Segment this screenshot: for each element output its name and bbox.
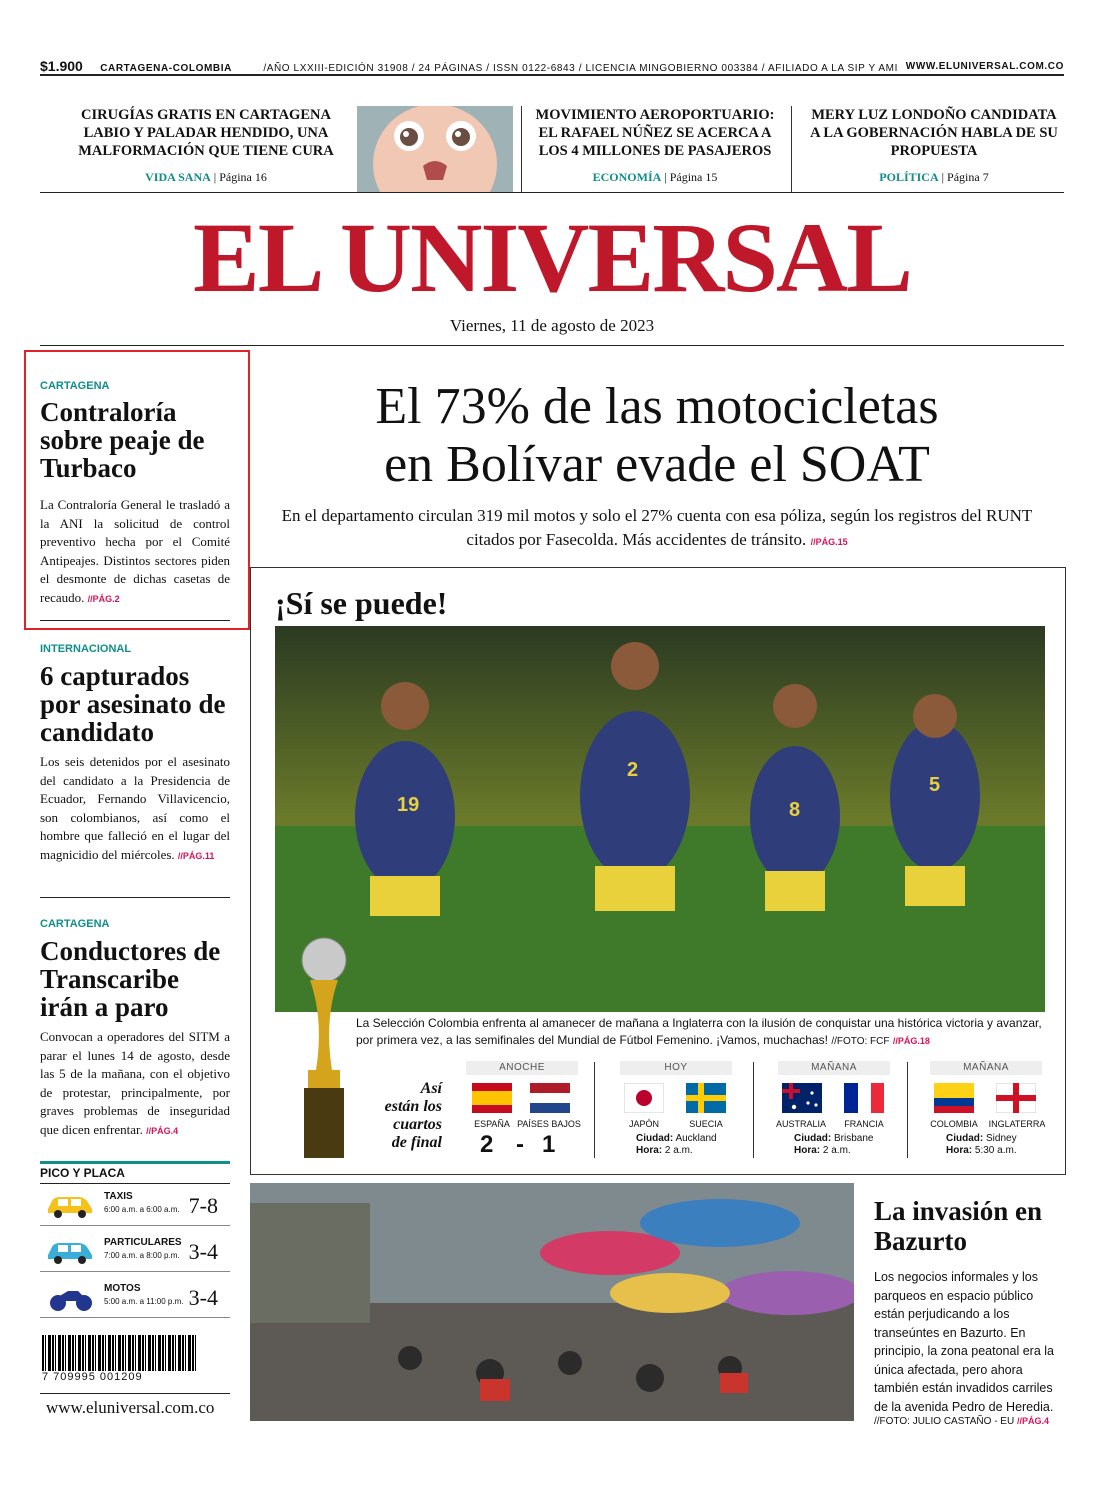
newspaper-logo[interactable]: EL UNIVERSAL: [193, 202, 911, 313]
teaser-page: Página 7: [947, 170, 989, 184]
match-when: ANOCHE: [466, 1061, 578, 1075]
match-city: Brisbane: [834, 1133, 874, 1144]
team-name: AUSTRALIA: [775, 1119, 826, 1129]
team-name: FRANCIA: [844, 1119, 884, 1129]
page-ref: //PÁG.15: [810, 537, 848, 547]
japan-flag-icon: [624, 1083, 664, 1113]
pico-placa-digits: 3-4: [188, 1239, 218, 1264]
pico-placa-row-particulares: [40, 1231, 230, 1272]
lead-headline[interactable]: [250, 378, 1064, 494]
match-spain-netherlands: [466, 1061, 581, 1158]
website-link[interactable]: WWW.ELUNIVERSAL.COM.CO: [905, 61, 1064, 72]
france-flag-icon: [844, 1083, 884, 1113]
teaser-page: Página 15: [669, 170, 718, 184]
dateline: Viernes, 11 de agosto de 2023: [449, 316, 655, 335]
jersey-number: 19: [397, 794, 420, 816]
page-ref: //PÁG.11: [177, 850, 215, 861]
barcode-number: 7 709995 001209: [42, 1371, 143, 1383]
photo-credit: //FOTO: FCF: [831, 1036, 890, 1047]
top-rule: [40, 74, 1064, 76]
jersey-number: 8: [789, 799, 801, 821]
quarterfinals-intro: [360, 1080, 442, 1152]
edition-info: /AÑO LXXIII-EDICIÓN 31908 / 24 PÁGINAS / ISSN 0122-6843 / LICENCIA MINGOBIERNO 003384 / AFILIADO A LA SIP Y AMI: [263, 63, 898, 74]
netherlands-flag-icon: [530, 1083, 570, 1113]
score-dash: -: [516, 1131, 524, 1158]
sweden-flag-icon: [686, 1083, 726, 1113]
hour-label: Hora:: [946, 1145, 973, 1156]
match-city: Sidney: [986, 1133, 1017, 1144]
match-japan-sweden: [620, 1061, 732, 1156]
pico-placa-top-rule: [40, 1161, 230, 1164]
story-headline: La invasión en Bazurto: [874, 1196, 1043, 1256]
teaser-economia[interactable]: MOVIMIENTO AEROPORTUARIO: EL RAFAEL NÚÑEZ SE ACERCA A LOS 4 MILLONES DE PASAJEROS ECONOMÍA | Página 15: [530, 106, 780, 186]
match-meta: [636, 1133, 717, 1157]
team-name: INGLATERRA: [988, 1119, 1046, 1129]
teaser-vida-sana[interactable]: CIRUGÍAS GRATIS EN CARTAGENA LABIO Y PALADAR HENDIDO, UNA MALFORMACIÓN QUE TIENE CURA VIDA SANA | Página 16: [70, 106, 342, 186]
match-when: MAÑANA: [930, 1061, 1042, 1075]
story-kicker: CARTAGENA: [40, 380, 110, 392]
teaser-section: VIDA SANA: [145, 170, 211, 184]
lead-dek: [260, 504, 1054, 554]
match-meta: [794, 1133, 873, 1157]
match-hour: 2 a.m.: [822, 1145, 851, 1156]
team-name: JAPÓN: [628, 1119, 659, 1129]
caption-text: La Selección Colombia enfrenta al amanecer de mañana a Inglaterra con la ilusión de conquistar una histórica victoria y avanzar, por primera vez, a las semifinales del Mundial de Fútbol Femenino. ¡Vamos, muchachas!: [356, 1016, 1042, 1047]
pico-placa-row-taxis: [40, 1185, 230, 1226]
story-capturados[interactable]: [40, 643, 230, 865]
teaser-politica[interactable]: MERY LUZ LONDOÑO CANDIDATA A LA GOBERNACIÓN HABLA DE SU PROPUESTA POLÍTICA | Página 7: [806, 106, 1062, 186]
match-divider: [753, 1062, 754, 1158]
pico-placa-row-motos: [40, 1277, 230, 1318]
taxi-icon: [44, 1191, 96, 1219]
australia-flag-icon: [782, 1083, 822, 1113]
teaser-section: POLÍTICA: [879, 170, 939, 184]
page-ref: //PÁG.18: [892, 1036, 930, 1046]
city-label: Ciudad:: [946, 1133, 984, 1144]
team-name: ESPAÑA: [474, 1119, 510, 1129]
page-ref: //PÁG.2: [87, 593, 120, 604]
match-city: Auckland: [675, 1133, 717, 1144]
pico-placa-digits: 3-4: [188, 1285, 218, 1310]
intro-line: Así: [420, 1080, 442, 1097]
lead-headline-line1: El 73% de las motocicletas: [375, 378, 939, 435]
match-meta: [946, 1133, 1017, 1157]
match-when: MAÑANA: [778, 1061, 890, 1075]
match-australia-france: [775, 1061, 890, 1156]
teaser-bottom-rule: [40, 192, 1064, 193]
city-label: Ciudad:: [794, 1133, 832, 1144]
story-divider: [40, 897, 230, 898]
story-headline: Contraloría sobre peaje de Turbaco: [40, 397, 205, 483]
story-transcaribe[interactable]: [40, 918, 230, 1140]
pico-placa-time: 7:00 a.m. a 8:00 p.m.: [104, 1251, 180, 1260]
bazurto-market-photo[interactable]: [250, 1183, 854, 1421]
england-flag-icon: [996, 1083, 1036, 1113]
story-body: La Contraloría General le trasladó a la ANI la solicitud de control preventivo hecha por el Comité Antipeajes. Distintos sectores piden el desmonte de dichas casetas de recaudo.: [40, 497, 230, 605]
jersey-number: 5: [929, 774, 941, 796]
story-kicker: INTERNACIONAL: [40, 643, 132, 655]
price: $1.900: [40, 58, 83, 74]
story-contraloria[interactable]: [40, 380, 230, 608]
match-when: HOY: [620, 1061, 732, 1075]
pico-placa-rule: [40, 1183, 230, 1184]
teaser-title: MERY LUZ LONDOÑO CANDIDATA A LA GOBERNACIÓN HABLA DE SU PROPUESTA: [810, 107, 1058, 159]
pico-placa-label: TAXIS: [104, 1191, 133, 1202]
feature-title: ¡Sí se puede!: [275, 585, 448, 621]
pico-placa-time: 6:00 a.m. a 6:00 a.m.: [104, 1205, 180, 1214]
page-ref: //PÁG.4: [146, 1125, 179, 1136]
footer-website[interactable]: www.eluniversal.com.co: [46, 1398, 215, 1417]
story-kicker: CARTAGENA: [40, 918, 110, 930]
lead-headline-line2: en Bolívar evade el SOAT: [384, 436, 930, 493]
pico-placa-label: PARTICULARES: [104, 1237, 182, 1248]
score-away: 1: [542, 1131, 556, 1158]
pico-placa-label: MOTOS: [104, 1283, 141, 1294]
pico-placa-time: 5:00 a.m. a 11:00 p.m.: [104, 1297, 184, 1306]
teaser-title: CIRUGÍAS GRATIS EN CARTAGENA LABIO Y PALADAR HENDIDO, UNA MALFORMACIÓN QUE TIENE CURA: [78, 107, 334, 159]
team-name: SUECIA: [689, 1119, 723, 1129]
team-name: PAÍSES BAJOS: [517, 1119, 581, 1129]
score-home: 2: [480, 1131, 494, 1158]
hour-label: Hora:: [636, 1145, 663, 1156]
teaser-page: Página 16: [219, 170, 267, 184]
match-divider: [907, 1062, 908, 1158]
hour-label: Hora:: [794, 1145, 821, 1156]
colombia-flag-icon: [934, 1083, 974, 1113]
car-icon: [44, 1237, 96, 1265]
pico-placa-title: PICO Y PLACA: [40, 1166, 125, 1180]
pico-placa-digits: 7-8: [188, 1193, 218, 1218]
city-label: Ciudad:: [636, 1133, 674, 1144]
celebration-photo[interactable]: [275, 626, 1045, 1012]
world-cup-trophy-icon: [294, 920, 354, 1165]
intro-line: están los: [384, 1098, 442, 1115]
feature-caption: [356, 1015, 1046, 1050]
intro-line: de final: [391, 1134, 442, 1151]
story-divider: [40, 620, 230, 621]
teaser-title: MOVIMIENTO AEROPORTUARIO: EL RAFAEL NÚÑEZ SE ACERCA A LOS 4 MILLONES DE PASAJEROS: [535, 107, 775, 159]
story-body: Los negocios informales y los parqueos en espacio público están perjudicando a los transeúntes en Bazurto. En principio, la zona peatonal era la única afectada, pero ahora también están invadidos carriles de la avenida Pedro de Heredia.: [874, 1270, 1054, 1414]
match-hour: 2 a.m.: [664, 1145, 693, 1156]
masthead-rule: [40, 345, 1064, 346]
story-body: Convocan a operadores del SITM a parar el lunes 14 de agosto, desde las 5 de la mañana, con el objetivo de protestar, principalmente, por graves problemas de inseguridad que dicen enfrentar.: [40, 1029, 230, 1137]
baby-photo: [357, 106, 513, 192]
teaser-divider: [521, 106, 522, 192]
match-hour: 5:30 a.m.: [974, 1145, 1017, 1156]
teaser-section: ECONOMÍA: [592, 170, 662, 184]
teaser-divider: [791, 106, 792, 192]
match-divider: [594, 1062, 595, 1158]
story-bazurto[interactable]: [874, 1196, 1064, 1427]
bottom-left-rule: [40, 1393, 230, 1394]
top-info-line: [40, 58, 1064, 74]
story-headline: 6 capturados por asesinato de candidato: [40, 661, 226, 747]
page-ref: //PÁG.4: [1016, 1416, 1049, 1426]
story-body: Los seis detenidos por el asesinato del candidato a la Presidencia de Ecuador, Fernando Villavicencio, son colombianos, así como el hombre que falleció en el lugar del magnicidio del miércoles.: [40, 754, 230, 862]
story-headline: Conductores de Transcaribe irán a paro: [40, 936, 221, 1022]
match-colombia-england: [930, 1061, 1046, 1156]
photo-credit: //FOTO: JULIO CASTAÑO - EU: [874, 1416, 1015, 1427]
team-name: COLOMBIA: [930, 1119, 978, 1129]
lead-dek-text: En el departamento circulan 319 mil motos y solo el 27% cuenta con esa póliza, según los registros del RUNT citados por Fasecolda. Más accidentes de tránsito.: [281, 506, 1033, 549]
city-label: CARTAGENA-COLOMBIA: [100, 63, 232, 74]
jersey-number: 2: [627, 759, 639, 781]
barcode: [42, 1335, 197, 1385]
spain-flag-icon: [472, 1083, 512, 1113]
intro-line: cuartos: [393, 1116, 442, 1133]
motorcycle-icon: [48, 1283, 94, 1313]
